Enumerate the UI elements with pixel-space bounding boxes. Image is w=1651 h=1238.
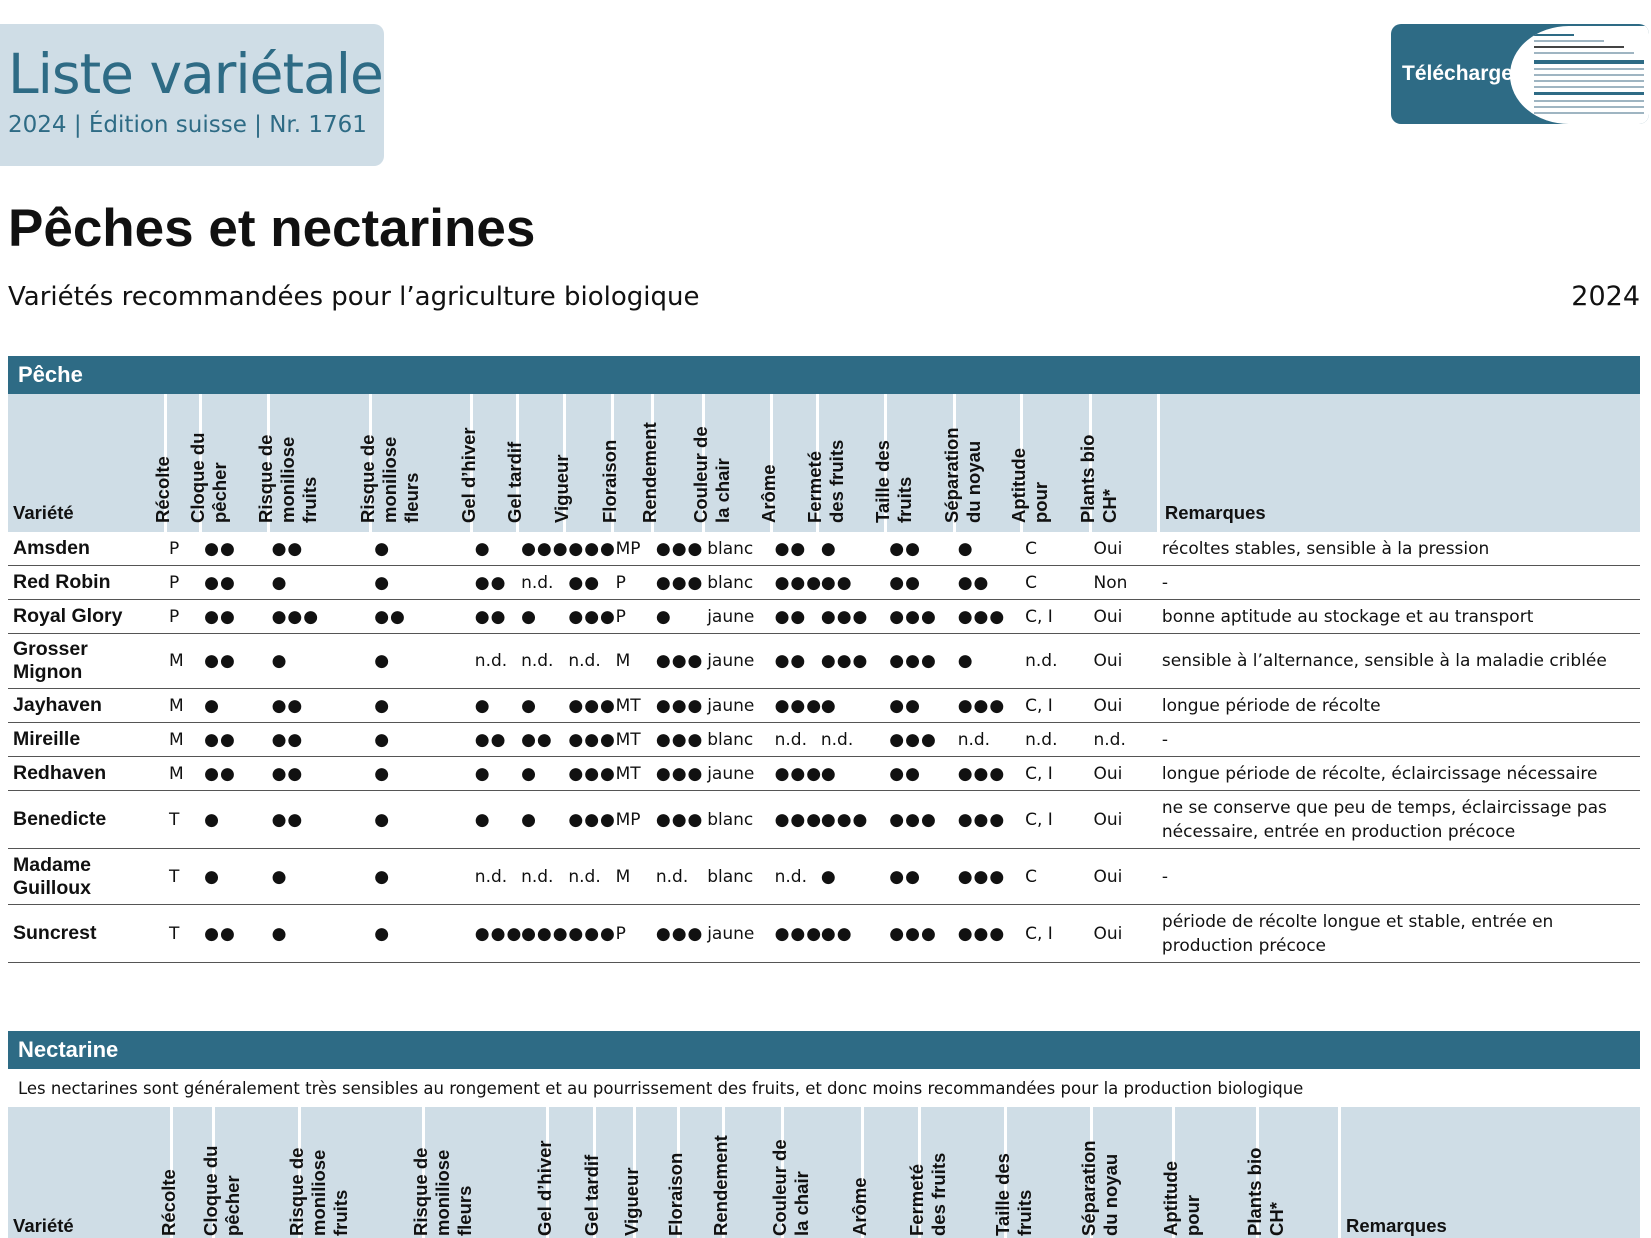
table-cell: ● bbox=[369, 849, 470, 905]
table-cell: MT bbox=[611, 689, 651, 723]
brand-subtitle: 2024 | Édition suisse | Nr. 1761 bbox=[8, 112, 367, 138]
column-header: Récolte bbox=[164, 394, 199, 532]
table-cell: ● bbox=[267, 905, 370, 963]
table-cell: ● bbox=[369, 905, 470, 963]
table-cell: ●● bbox=[816, 566, 884, 600]
table-cell: ●● bbox=[199, 757, 266, 791]
table-cell: ● bbox=[267, 849, 370, 905]
table-cell: ● bbox=[267, 634, 370, 689]
table-cell: ●●● bbox=[953, 791, 1020, 849]
table-header-row bbox=[8, 1107, 1640, 1238]
table-cell: ● bbox=[516, 689, 563, 723]
column-header: Plants bio CH* bbox=[1256, 1107, 1338, 1238]
table-cell: ●● bbox=[267, 757, 370, 791]
remark-cell: longue période de récolte bbox=[1157, 689, 1640, 723]
column-header: Risque de moniliose fleurs bbox=[422, 1107, 546, 1238]
section-peche bbox=[8, 356, 1640, 963]
table-cell: ●●● bbox=[953, 905, 1020, 963]
table-cell: ● bbox=[369, 566, 470, 600]
table-cell: ●● bbox=[770, 634, 816, 689]
table-cell: ●●● bbox=[953, 689, 1020, 723]
table-cell: ●● bbox=[199, 634, 266, 689]
column-header: Plants bio CH* bbox=[1089, 394, 1157, 532]
table-cell: jaune bbox=[702, 634, 769, 689]
column-header: Séparation du noyau bbox=[1090, 1107, 1172, 1238]
table-cell: ●●● bbox=[563, 723, 610, 757]
remark-cell: - bbox=[1157, 566, 1640, 600]
download-label: Télécharge bbox=[1402, 62, 1513, 85]
column-header: Récolte bbox=[170, 1107, 212, 1238]
table-cell: M bbox=[164, 689, 199, 723]
table-cell: ● bbox=[651, 600, 702, 634]
table-cell: n.d. bbox=[770, 849, 816, 905]
table-cell: jaune bbox=[702, 600, 769, 634]
table-cell: M bbox=[164, 723, 199, 757]
table-row bbox=[8, 723, 1640, 757]
page-title: Pêches et nectarines bbox=[8, 199, 536, 258]
table-row bbox=[8, 791, 1640, 849]
table-cell: ● bbox=[369, 689, 470, 723]
table-cell: ●● bbox=[470, 723, 516, 757]
table-cell: P bbox=[611, 600, 651, 634]
table-cell: ● bbox=[369, 723, 470, 757]
variety-name: Madame Guilloux bbox=[8, 849, 164, 905]
table-cell: M bbox=[164, 634, 199, 689]
table-cell: ●● bbox=[884, 566, 952, 600]
table-cell: ●●● bbox=[884, 723, 952, 757]
column-header: Taille des fruits bbox=[1004, 1107, 1090, 1238]
table-cell: M bbox=[611, 634, 651, 689]
table-cell: ●●● bbox=[770, 566, 816, 600]
table-cell: P bbox=[164, 600, 199, 634]
column-header: Aptitude pour bbox=[1172, 1107, 1256, 1238]
table-cell: n.d. bbox=[953, 723, 1020, 757]
table-cell: ●● bbox=[470, 600, 516, 634]
table-cell: ●● bbox=[199, 905, 266, 963]
table-cell: C bbox=[1020, 566, 1088, 600]
section-heading: Pêche bbox=[8, 356, 1640, 394]
table-cell: n.d. bbox=[470, 634, 516, 689]
column-header: Vigueur bbox=[563, 394, 610, 532]
table-cell: ● bbox=[953, 532, 1020, 566]
table-cell: Oui bbox=[1089, 757, 1157, 791]
column-header: Risque de moniliose fleurs bbox=[369, 394, 470, 532]
table-cell: ●●● bbox=[470, 905, 516, 963]
table-cell: MT bbox=[611, 757, 651, 791]
table-cell: ● bbox=[816, 532, 884, 566]
table-cell: MP bbox=[611, 532, 651, 566]
table-cell: ●●● bbox=[770, 689, 816, 723]
table-cell: ● bbox=[369, 634, 470, 689]
table-cell: n.d. bbox=[770, 723, 816, 757]
section-heading: Nectarine bbox=[8, 1031, 1640, 1069]
table-cell: ●●● bbox=[267, 600, 370, 634]
column-header: Variété bbox=[8, 394, 164, 532]
table-cell: ●●● bbox=[563, 791, 610, 849]
document-thumbnail-icon bbox=[1510, 26, 1649, 124]
table-cell: ●● bbox=[199, 566, 266, 600]
remark-cell: - bbox=[1157, 723, 1640, 757]
column-header: Risque de moniliose fruits bbox=[267, 394, 370, 532]
remark-cell: longue période de récolte, éclaircissage nécessaire bbox=[1157, 757, 1640, 791]
table-cell: ●●● bbox=[953, 600, 1020, 634]
table-cell: n.d. bbox=[470, 849, 516, 905]
table-cell: ●●● bbox=[651, 757, 702, 791]
table-cell: ●●● bbox=[651, 905, 702, 963]
column-header: Floraison bbox=[677, 1107, 722, 1238]
table-cell: Oui bbox=[1089, 600, 1157, 634]
table-cell: ●●● bbox=[651, 689, 702, 723]
variety-name: Grosser Mignon bbox=[8, 634, 164, 689]
table-cell: ●●● bbox=[563, 689, 610, 723]
table-cell: ●●● bbox=[953, 849, 1020, 905]
table-cell: ●●● bbox=[884, 791, 952, 849]
variety-name: Redhaven bbox=[8, 757, 164, 791]
variety-name: Mireille bbox=[8, 723, 164, 757]
brand-header bbox=[0, 24, 384, 166]
table-cell: C, I bbox=[1020, 600, 1088, 634]
variety-name: Suncrest bbox=[8, 905, 164, 963]
table-cell: ● bbox=[199, 791, 266, 849]
column-header: Fermeté des fruits bbox=[816, 394, 884, 532]
table-cell: ●●● bbox=[563, 757, 610, 791]
table-cell: Oui bbox=[1089, 849, 1157, 905]
table-cell: Oui bbox=[1089, 689, 1157, 723]
peche-rows bbox=[8, 532, 1640, 963]
page-year: 2024 bbox=[1571, 281, 1640, 312]
column-header: Risque de moniliose fruits bbox=[298, 1107, 422, 1238]
table-cell: n.d. bbox=[816, 723, 884, 757]
table-row bbox=[8, 689, 1640, 723]
column-header: Rendement bbox=[722, 1107, 781, 1238]
table-cell: P bbox=[611, 566, 651, 600]
column-header: Rendement bbox=[651, 394, 702, 532]
column-header: Aptitude pour bbox=[1020, 394, 1088, 532]
variety-name: Amsden bbox=[8, 532, 164, 566]
table-cell: ●● bbox=[516, 723, 563, 757]
table-cell: ●● bbox=[884, 849, 952, 905]
table-cell: Oui bbox=[1089, 532, 1157, 566]
table-cell: C, I bbox=[1020, 791, 1088, 849]
variety-name: Jayhaven bbox=[8, 689, 164, 723]
table-cell: ● bbox=[369, 757, 470, 791]
column-header: Remarques bbox=[1157, 394, 1640, 532]
column-header: Gel tardif bbox=[593, 1107, 633, 1238]
remark-cell: sensible à l’alternance, sensible à la maladie criblée bbox=[1157, 634, 1640, 689]
table-cell: ●●● bbox=[516, 532, 563, 566]
peche-table bbox=[8, 394, 1640, 963]
table-cell: n.d. bbox=[1020, 634, 1088, 689]
table-cell: ●●● bbox=[651, 634, 702, 689]
table-cell: ●●● bbox=[884, 905, 952, 963]
column-header: Cloque du pêcher bbox=[199, 394, 266, 532]
table-cell: P bbox=[611, 905, 651, 963]
table-cell: ●●● bbox=[516, 905, 563, 963]
table-cell: ● bbox=[369, 791, 470, 849]
table-cell: Oui bbox=[1089, 634, 1157, 689]
table-cell: n.d. bbox=[516, 566, 563, 600]
table-cell: ●● bbox=[199, 723, 266, 757]
table-cell: C, I bbox=[1020, 757, 1088, 791]
table-cell: ●●● bbox=[563, 600, 610, 634]
table-cell: ● bbox=[816, 689, 884, 723]
column-header: Gel d’hiver bbox=[546, 1107, 593, 1238]
table-cell: ●●● bbox=[651, 791, 702, 849]
table-header-row bbox=[8, 394, 1640, 532]
table-cell: ●●● bbox=[563, 905, 610, 963]
column-header: Floraison bbox=[611, 394, 651, 532]
remark-cell: - bbox=[1157, 849, 1640, 905]
table-cell: ●● bbox=[267, 723, 370, 757]
table-cell: ●● bbox=[563, 566, 610, 600]
column-header: Gel d’hiver bbox=[470, 394, 516, 532]
download-button[interactable] bbox=[1391, 24, 1649, 124]
table-cell: blanc bbox=[702, 532, 769, 566]
table-cell: M bbox=[611, 849, 651, 905]
table-cell: ●● bbox=[884, 757, 952, 791]
table-cell: n.d. bbox=[516, 634, 563, 689]
table-cell: jaune bbox=[702, 757, 769, 791]
table-cell: ● bbox=[470, 791, 516, 849]
table-cell: ● bbox=[199, 849, 266, 905]
table-cell: ●● bbox=[267, 689, 370, 723]
table-cell: n.d. bbox=[563, 634, 610, 689]
table-cell: ●●● bbox=[770, 905, 816, 963]
table-row bbox=[8, 634, 1640, 689]
table-cell: jaune bbox=[702, 905, 769, 963]
table-cell: C bbox=[1020, 849, 1088, 905]
table-cell: ●●● bbox=[770, 757, 816, 791]
table-row bbox=[8, 757, 1640, 791]
table-row bbox=[8, 600, 1640, 634]
remark-cell: récoltes stables, sensible à la pression bbox=[1157, 532, 1640, 566]
table-cell: ● bbox=[516, 600, 563, 634]
table-cell: ●● bbox=[267, 532, 370, 566]
table-cell: Oui bbox=[1089, 905, 1157, 963]
brand-title: Liste variétale bbox=[8, 42, 383, 106]
table-cell: P bbox=[164, 566, 199, 600]
column-header: Couleur de la chair bbox=[781, 1107, 861, 1238]
table-cell: ● bbox=[816, 849, 884, 905]
table-cell: blanc bbox=[702, 849, 769, 905]
column-header: Couleur de la chair bbox=[702, 394, 769, 532]
table-cell: ● bbox=[516, 757, 563, 791]
column-header: Remarques bbox=[1338, 1107, 1640, 1238]
table-row bbox=[8, 532, 1640, 566]
table-cell: Non bbox=[1089, 566, 1157, 600]
column-header: Vigueur bbox=[633, 1107, 677, 1238]
table-cell: C, I bbox=[1020, 905, 1088, 963]
column-header: Taille des fruits bbox=[884, 394, 952, 532]
table-cell: ● bbox=[470, 689, 516, 723]
table-cell: ●●● bbox=[770, 791, 816, 849]
column-header: Arôme bbox=[861, 1107, 918, 1238]
variety-name: Red Robin bbox=[8, 566, 164, 600]
column-header: Fermeté des fruits bbox=[918, 1107, 1004, 1238]
nectarine-table bbox=[8, 1107, 1640, 1238]
table-cell: ●● bbox=[884, 689, 952, 723]
table-cell: ●●● bbox=[563, 532, 610, 566]
table-cell: n.d. bbox=[1020, 723, 1088, 757]
table-cell: T bbox=[164, 905, 199, 963]
table-cell: ●●● bbox=[651, 532, 702, 566]
table-cell: ●●● bbox=[884, 600, 952, 634]
column-header: Arôme bbox=[770, 394, 816, 532]
table-cell: blanc bbox=[702, 566, 769, 600]
table-cell: ●● bbox=[267, 791, 370, 849]
table-cell: ● bbox=[516, 791, 563, 849]
column-header: Séparation du noyau bbox=[953, 394, 1020, 532]
table-cell: Oui bbox=[1089, 791, 1157, 849]
table-cell: ●●● bbox=[884, 634, 952, 689]
section-note: Les nectarines sont généralement très sensibles au rongement et au pourrissement des fruits, et donc moins recommandées pour la production biologique bbox=[18, 1079, 1304, 1098]
table-row bbox=[8, 849, 1640, 905]
variety-name: Benedicte bbox=[8, 791, 164, 849]
table-cell: ●● bbox=[953, 566, 1020, 600]
table-cell: ●● bbox=[884, 532, 952, 566]
table-cell: ●● bbox=[770, 600, 816, 634]
column-header: Cloque du pêcher bbox=[212, 1107, 298, 1238]
table-cell: MP bbox=[611, 791, 651, 849]
table-cell: ●● bbox=[470, 566, 516, 600]
table-cell: ● bbox=[267, 566, 370, 600]
table-cell: ●●● bbox=[816, 791, 884, 849]
table-cell: ●●● bbox=[953, 757, 1020, 791]
table-cell: ● bbox=[816, 757, 884, 791]
table-cell: ● bbox=[199, 689, 266, 723]
section-nectarine bbox=[8, 1031, 1640, 1238]
column-header: Gel tardif bbox=[516, 394, 563, 532]
remark-cell: ne se conserve que peu de temps, éclaircissage pas nécessaire, entrée en production précoce bbox=[1157, 791, 1640, 849]
table-cell: ●● bbox=[369, 600, 470, 634]
table-row bbox=[8, 905, 1640, 963]
table-cell: jaune bbox=[702, 689, 769, 723]
table-cell: T bbox=[164, 791, 199, 849]
page-subtitle: Variétés recommandées pour l’agriculture biologique bbox=[8, 282, 700, 312]
table-cell: ●● bbox=[199, 600, 266, 634]
table-cell: ● bbox=[470, 532, 516, 566]
table-cell: ●● bbox=[816, 905, 884, 963]
table-cell: n.d. bbox=[651, 849, 702, 905]
table-cell: n.d. bbox=[1089, 723, 1157, 757]
table-cell: M bbox=[164, 757, 199, 791]
table-cell: blanc bbox=[702, 791, 769, 849]
table-cell: ●●● bbox=[816, 634, 884, 689]
table-cell: MT bbox=[611, 723, 651, 757]
table-cell: blanc bbox=[702, 723, 769, 757]
table-cell: C bbox=[1020, 532, 1088, 566]
table-cell: n.d. bbox=[563, 849, 610, 905]
table-cell: P bbox=[164, 532, 199, 566]
table-row bbox=[8, 566, 1640, 600]
table-cell: ●● bbox=[770, 532, 816, 566]
table-cell: ●●● bbox=[816, 600, 884, 634]
table-cell: ●●● bbox=[651, 723, 702, 757]
remark-cell: période de récolte longue et stable, entrée en production précoce bbox=[1157, 905, 1640, 963]
table-cell: ● bbox=[470, 757, 516, 791]
table-cell: ●●● bbox=[651, 566, 702, 600]
table-cell: ●● bbox=[199, 532, 266, 566]
table-cell: ● bbox=[953, 634, 1020, 689]
table-cell: ● bbox=[369, 532, 470, 566]
column-header: Variété bbox=[8, 1107, 170, 1238]
table-cell: T bbox=[164, 849, 199, 905]
table-cell: n.d. bbox=[516, 849, 563, 905]
variety-name: Royal Glory bbox=[8, 600, 164, 634]
remark-cell: bonne aptitude au stockage et au transport bbox=[1157, 600, 1640, 634]
table-cell: C, I bbox=[1020, 689, 1088, 723]
